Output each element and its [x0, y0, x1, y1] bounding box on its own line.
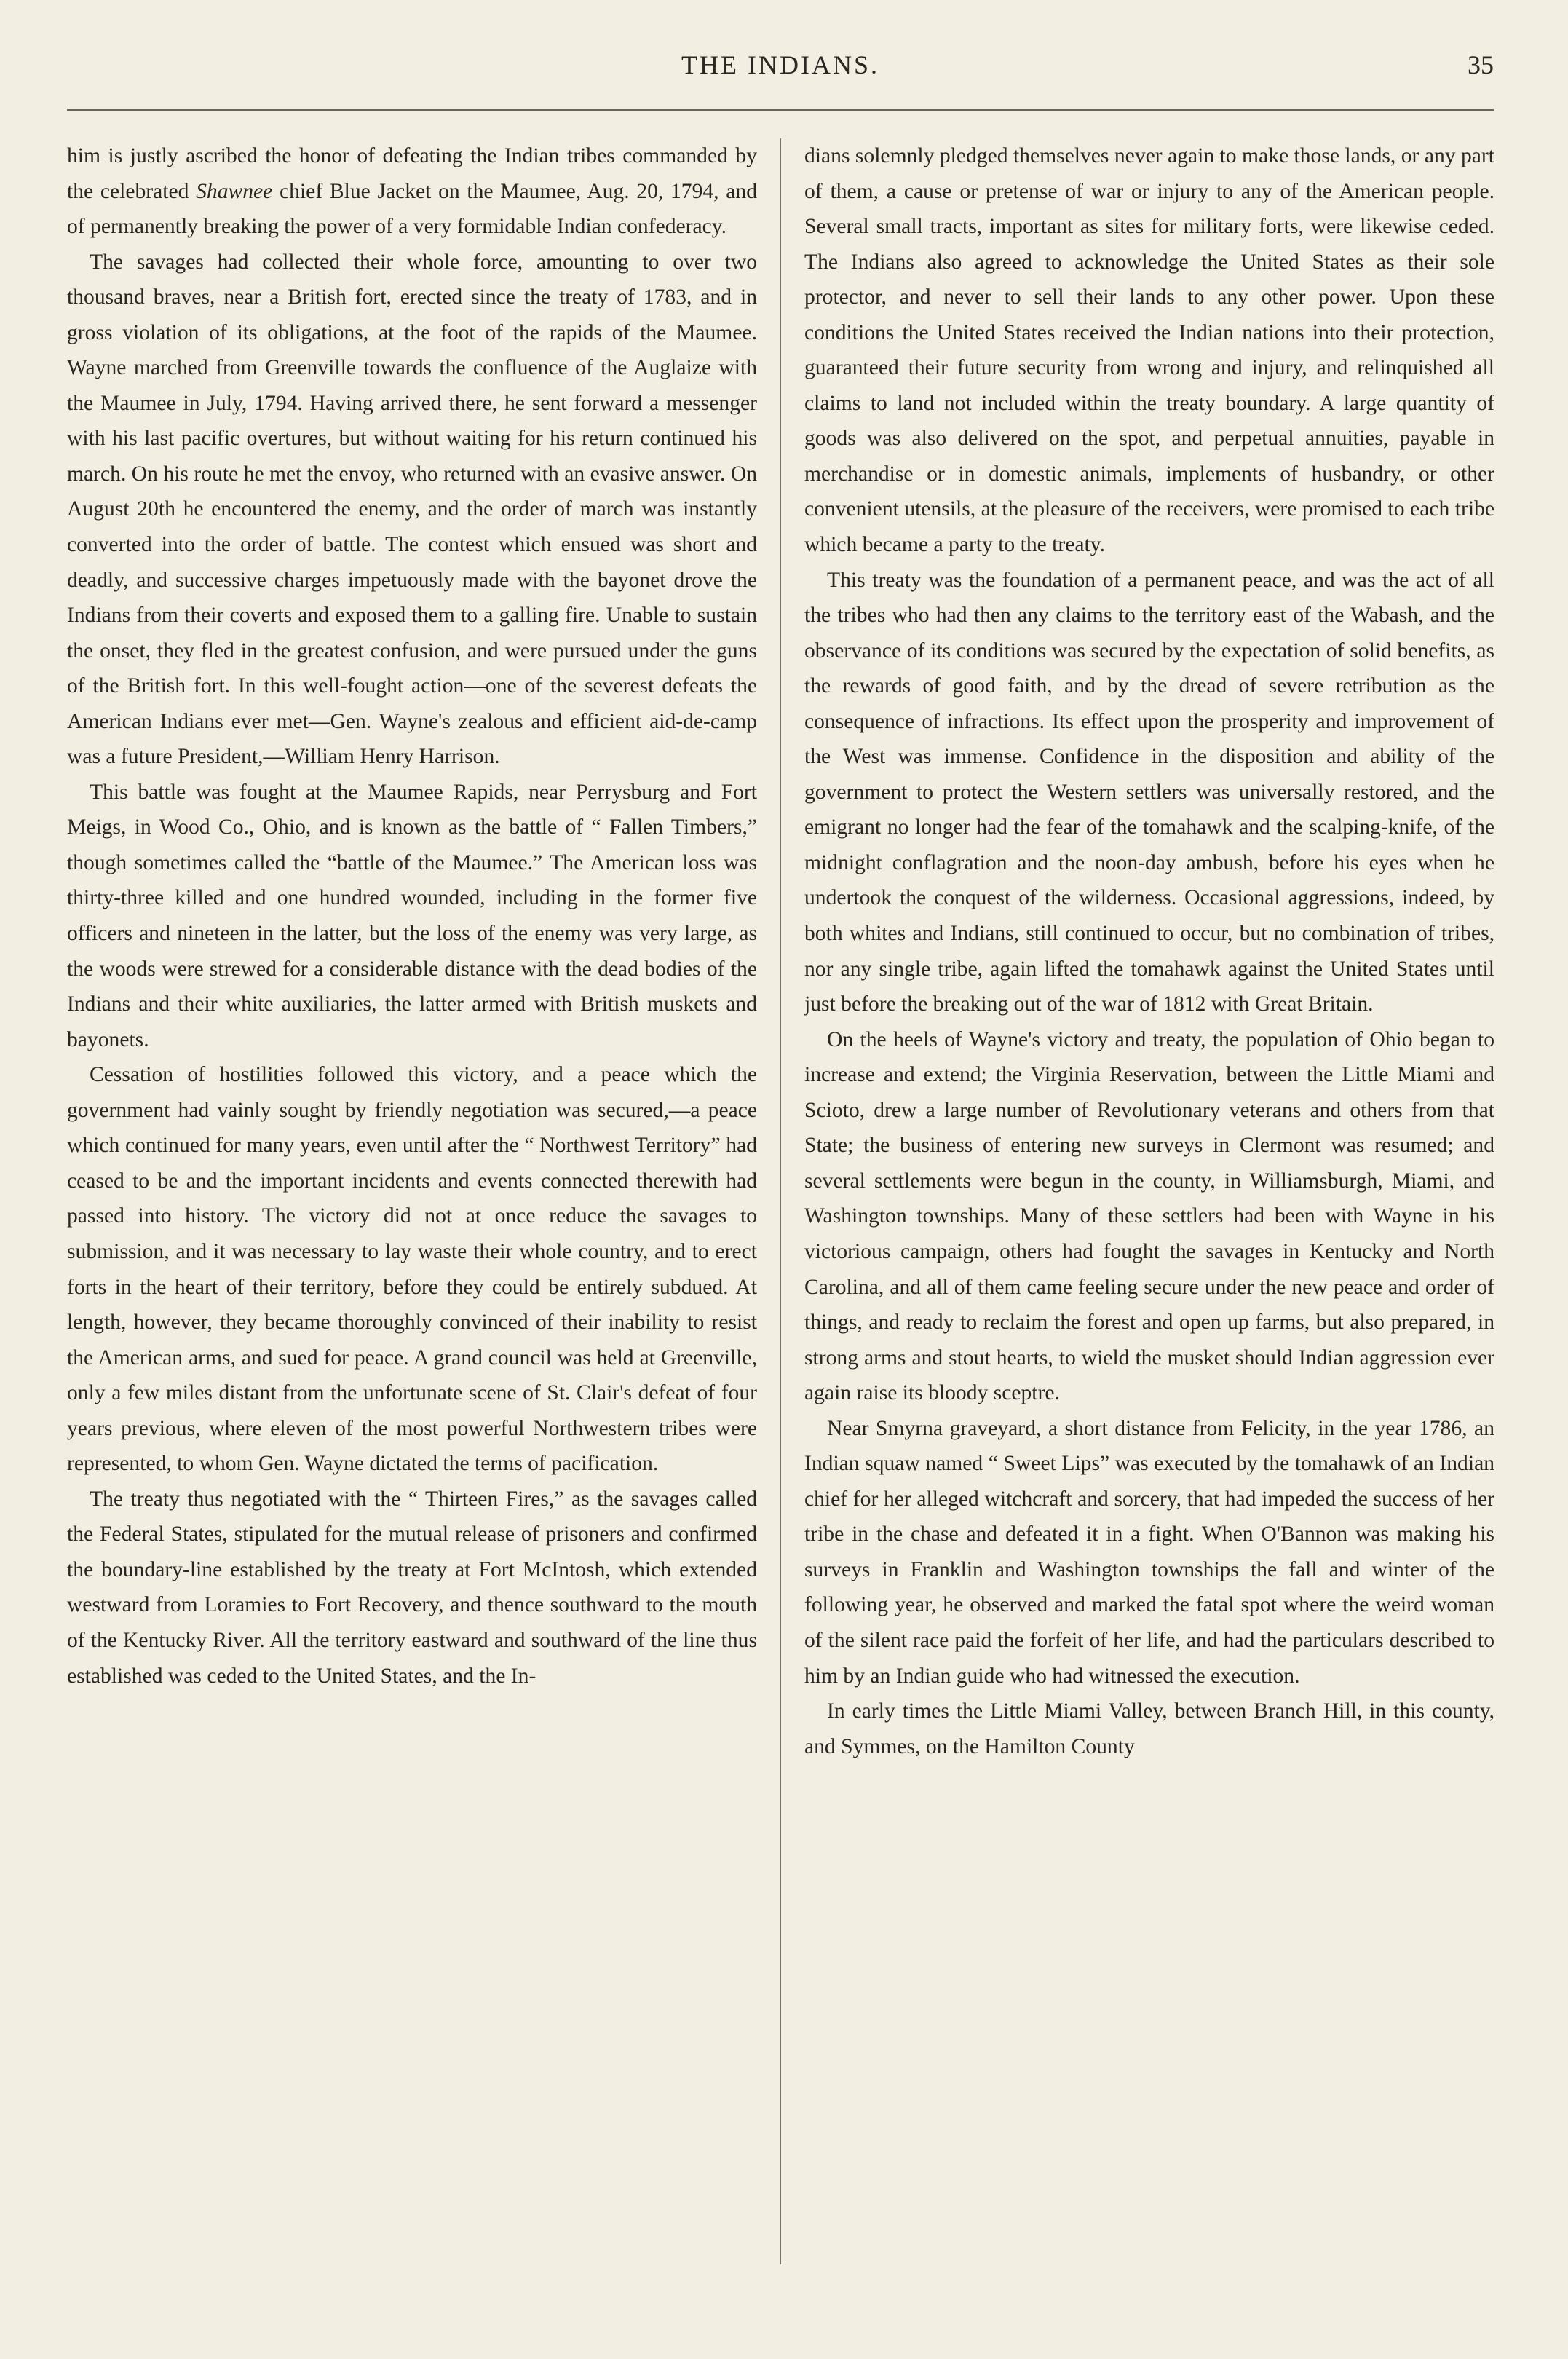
page-header: [67, 50, 1494, 93]
paragraph: This treaty was the foundation of a permanent peace, and was the act of all the tribes who had then any claims to the territory east of the Wabash, and the observance of its conditions was secured by the expectation of solid benefits, as the rewards of good faith, and by the dread of severe retribution as the consequence of infractions. Its effect upon the prosperity and improvement of the West was immense. Confidence in the disposition and ability of the government to protect the Western settlers was universally restored, and the emigrant no longer had the fear of the tomahawk and the scalping-knife, of the midnight conflagration and the noon-day ambush, before his eyes when he undertook the conquest of the wilderness. Occasional aggressions, indeed, by both whites and Indians, still continued to occur, but no combination of tribes, nor any single tribe, again lifted the tomahawk against the United States until just before the breaking out of the war of 1812 with Great Britain.: [804, 568, 1494, 1016]
paragraph: dians solemnly pledged themselves never again to make those lands, or any part of them, a cause or pretense of war or injury to any of the American people. Several small tracts, important as sites for military forts, were likewise ceded. The Indians also agreed to acknowledge the United States as their sole protector, and never to sell their lands to any other power. Upon these conditions the United States received the Indian nations into their protection, guaranteed their future security from wrong and injury, and relinquished all claims to land not included within the treaty boundary. A large quantity of goods was also delivered on the spot, and perpetual annuities, payable in merchandise or in domestic animals, implements of husbandry, or other convenient utensils, at the pleasure of the receivers, were promised to each tribe which became a party to the treaty.: [804, 144, 1494, 557]
running-title: THE INDIANS.: [681, 50, 879, 79]
right-column: [804, 138, 1494, 2264]
paragraph: The savages had collected their whole force, amounting to over two thousand braves, near a British fort, erected since the treaty of 1783, and in gross violation of its obligations, at the foot of the rapids of the Maumee. Wayne marched from Greenville towards the confluence of the Auglaize with the Maumee in July, 1794. Having arrived there, he sent forward a messenger with his last pacific overtures, but without waiting for his return continued his march. On his route he met the envoy, who returned with an evasive answer. On August 20th he encountered the enemy, and the order of march was instantly converted into the order of battle. The contest which ensued was short and deadly, and successive charges impetuously made with the bayonet drove the Indians from their coverts and exposed them to a galling fire. Unable to sustain the onset, they fled in the greatest confusion, and were pursued under the guns of the British fort. In this well-fought action—one of the severest defeats the American Indians ever met—Gen. Wayne's zealous and efficient aid-de-camp was a future President,—William Henry Harrison.: [67, 250, 757, 769]
paragraph: Near Smyrna graveyard, a short distance from Felicity, in the year 1786, an Indian squaw named “ Sweet Lips” was executed by the tomahawk of an Indian chief for her alleged witchcraft and sorcery, that had impeded the success of her tribe in the chase and defeated it in a fight. When O'Bannon was making his surveys in Franklin and Washington townships the fall and winter of the following year, he observed and marked the fatal spot where the weird woman of the silent race paid the forfeit of her life, and had the particulars described to him by an Indian guide who had witnessed the execution.: [804, 1416, 1494, 1688]
paragraph: On the heels of Wayne's victory and treaty, the population of Ohio began to increase and extend; the Virginia Reservation, between the Little Miami and Scioto, drew a large number of Revolutionary veterans and others from that State; the business of entering new surveys in Clermont was resumed; and several settlements were begun in the county, in Williamsburgh, Miami, and Washington townships. Many of these settlers had been with Wayne in his victorious campaign, others had fought the savages in Kentucky and North Carolina, and all of them came feeling secure under the new peace and order of things, and ready to reclaim the forest and open up farms, but also prepared, in strong arms and stout hearts, to wield the musket should Indian aggression ever again raise its bloody sceptre.: [804, 1027, 1494, 1405]
paragraph: him is justly ascribed the honor of defeating the Indian tribes commanded by the celebrated Shawnee chief Blue Jacket on the Maumee, Aug. 20, 1794, and of permanently breaking the power of a very formidable Indian confederacy.: [67, 144, 757, 239]
tribe-name: Shawnee: [196, 179, 273, 203]
paragraph: The treaty thus negotiated with the “ Thirteen Fires,” as the savages called the Federal States, stipulated for the mutual release of prisoners and confirmed the boundary-line established by the treaty at Fort McIntosh, which extended westward from Loramies to Fort Recovery, and thence southward to the mouth of the Kentucky River. All the territory eastward and southward of the line thus established was ceded to the United States, and the In-: [67, 1487, 757, 1688]
paragraph: In early times the Little Miami Valley, between Branch Hill, in this county, and Symmes, on the Hamilton County: [804, 1699, 1494, 1758]
paragraph: Cessation of hostilities followed this victory, and a peace which the government had vainly sought by friendly negotiation was secured,—a peace which continued for many years, even until after the “ Northwest Territory” had ceased to be and the important incidents and events connected therewith had passed into history. The victory did not at once reduce the savages to submission, and it was necessary to lay waste their whole country, and to erect forts in the heart of their territory, before they could be entirely subdued. At length, however, they became thoroughly convinced of their inability to resist the American arms, and sued for peace. A grand council was held at Greenville, only a few miles distant from the unfortunate scene of St. Clair's defeat of four years previous, where eleven of the most powerful Northwestern tribes were represented, to whom Gen. Wayne dictated the terms of pacification.: [67, 1063, 757, 1476]
column-divider: [780, 138, 781, 2264]
left-column: [67, 138, 757, 2264]
paragraph: This battle was fought at the Maumee Rapids, near Perrysburg and Fort Meigs, in Wood Co., Ohio, and is known as the battle of “ Fallen Timbers,” though sometimes called the “battle of the Maumee.” The American loss was thirty-three killed and one hundred wounded, including in the former five officers and nineteen in the latter, but the loss of the enemy was very large, as the woods were strewed for a considerable distance with the dead bodies of the Indians and their white auxiliaries, the latter armed with British muskets and bayonets.: [67, 780, 757, 1051]
page-number: 35: [1468, 50, 1494, 79]
header-rule: [67, 109, 1494, 111]
